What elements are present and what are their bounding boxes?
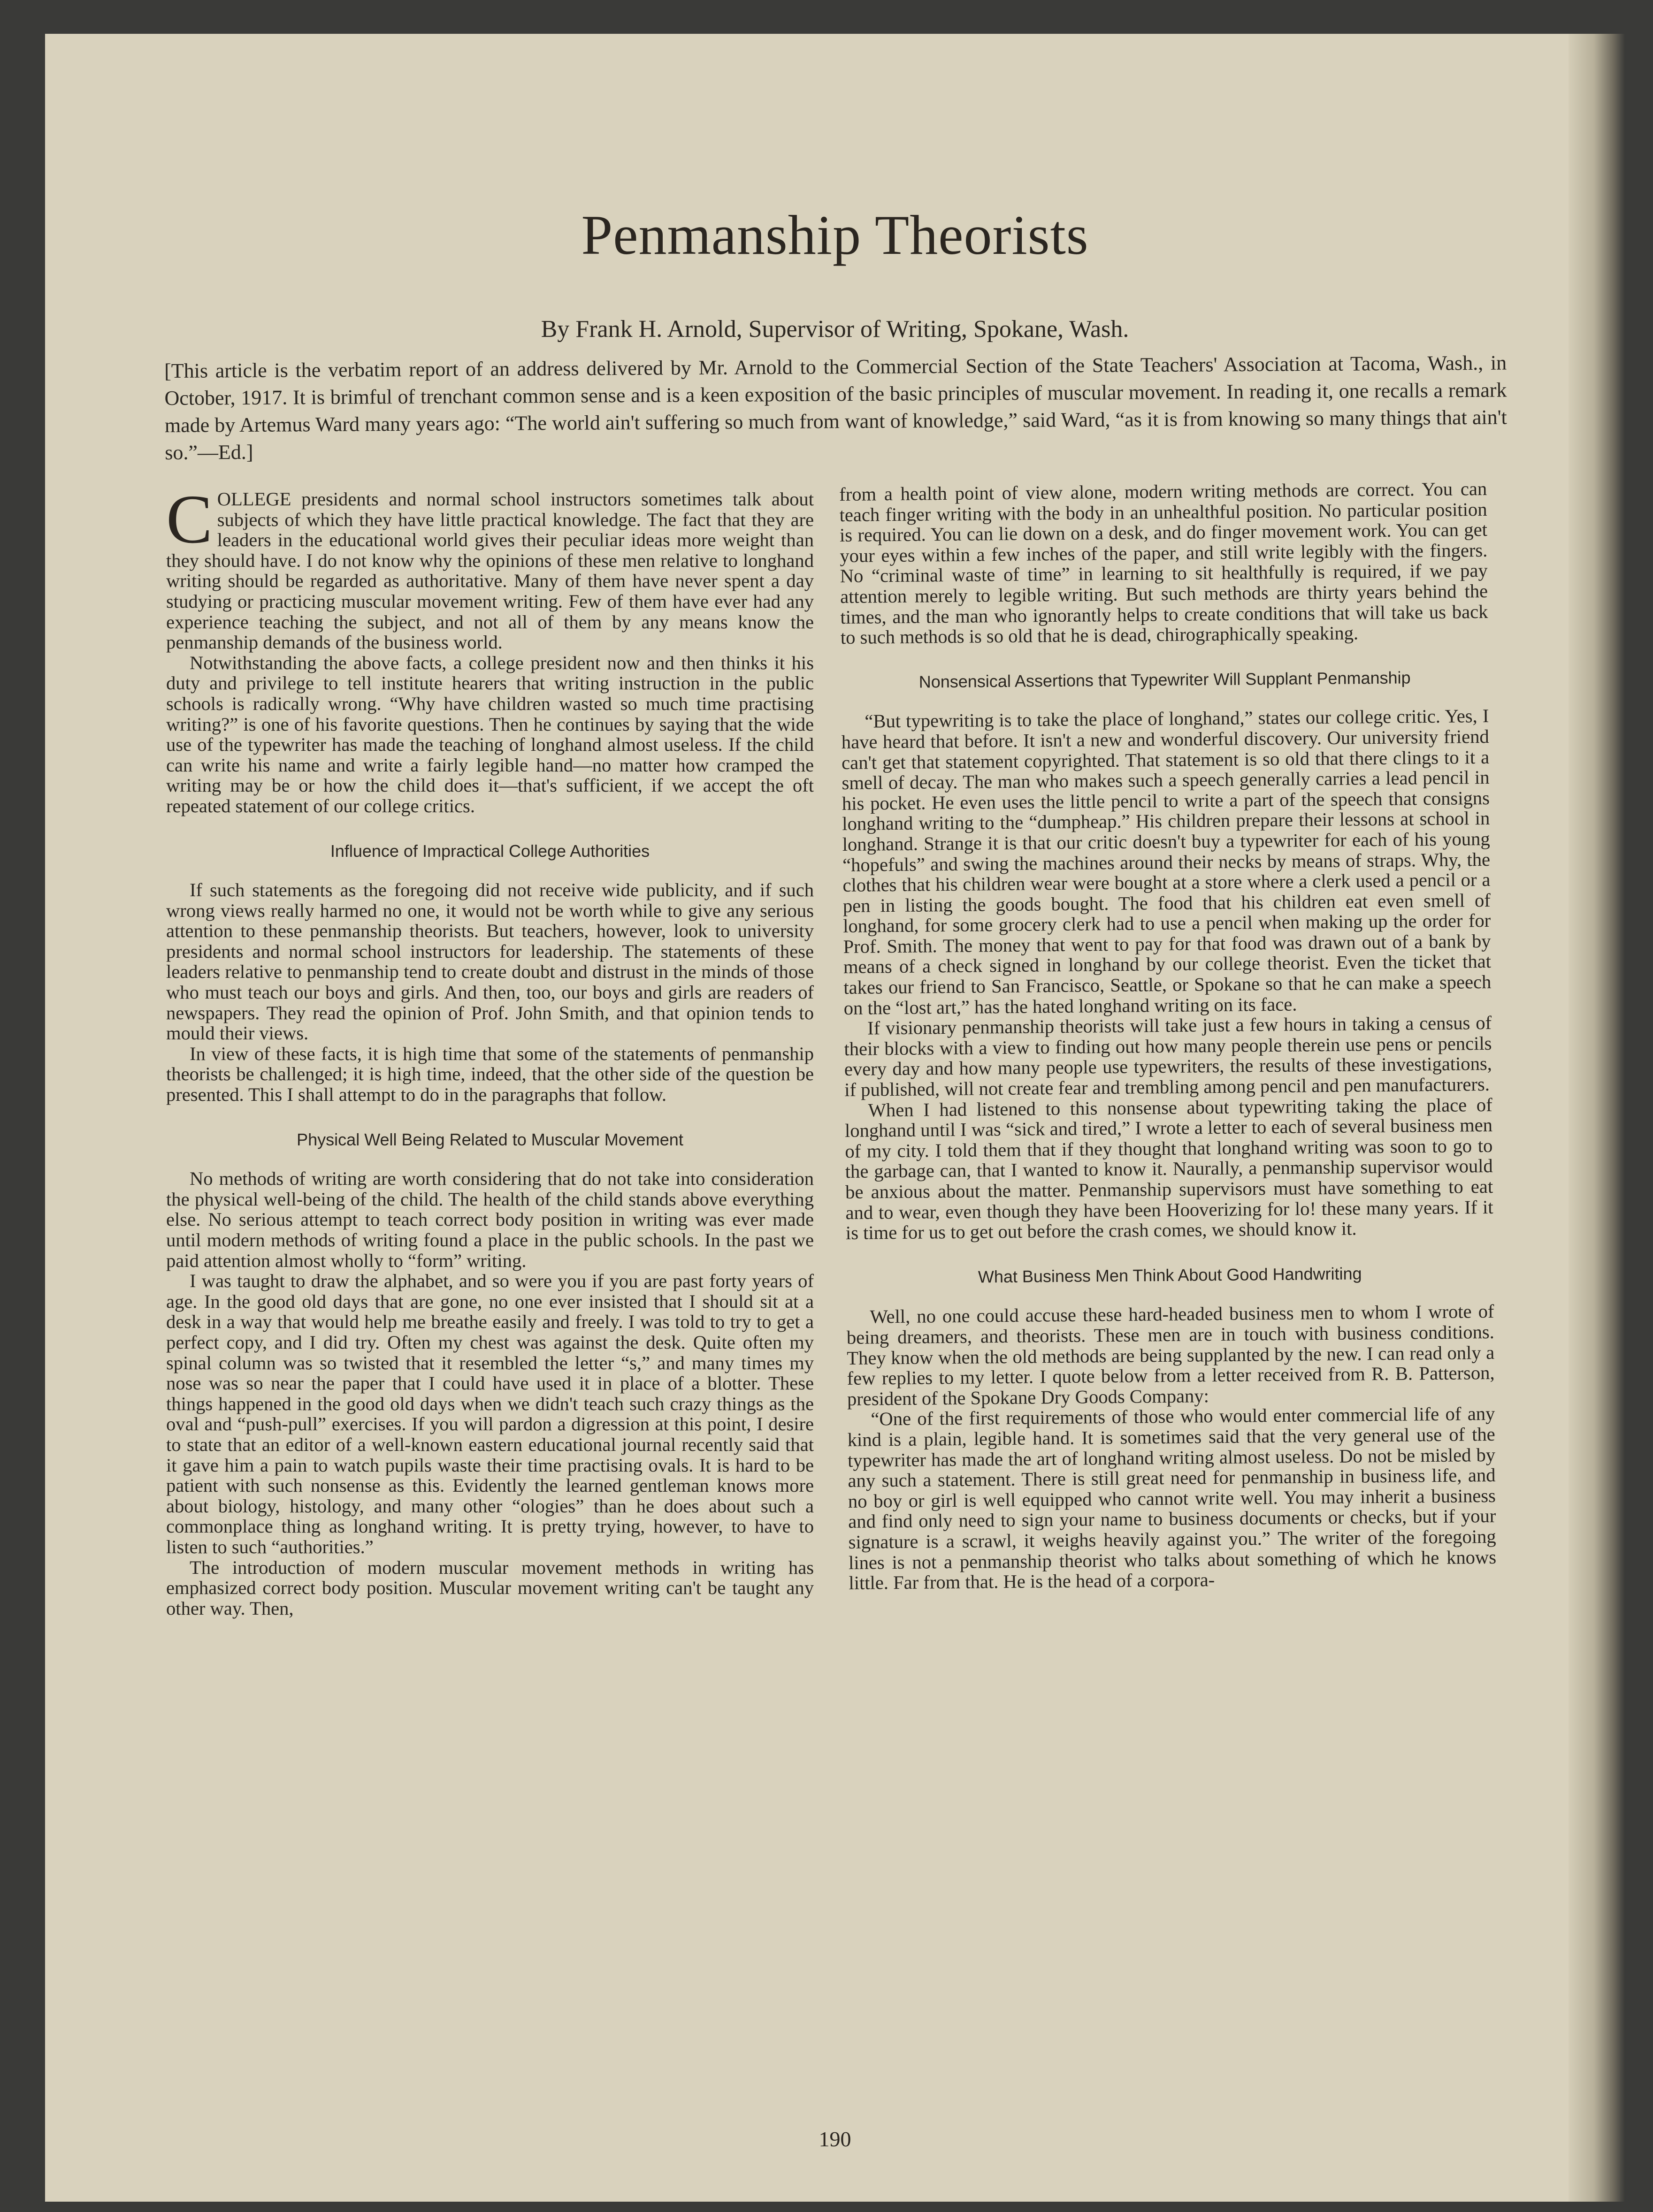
article-title: Penmanship Theorists	[581, 204, 1089, 266]
section-heading: Influence of Impractical College Authorities	[330, 841, 650, 861]
paragraph: The introduction of modern muscular movement methods in writing has emphasized correct body position. Muscular movement writing can't be taught any other way. Then,	[166, 1556, 814, 1619]
paragraph-text: OLLEGE presidents and normal school instructors sometimes talk about subjects of which they have little practical knowledge. The fact that they are leaders in the educational world gives their peculiar ideas more weight than they should have. I do not know why the opinions of these men relative to longhand writing should be regarded as authoritative. Many of them have never spent a day studying or practicing muscular movement writing. Few of them have ever had any experience teaching the subject, and not all of them by any means know the penmanship demands of the business world.	[166, 488, 814, 653]
left-column	[166, 481, 814, 1619]
paragraph: In view of these facts, it is high time that some of the statements of penmanship theorists be challenged; it is high time, indeed, that the other side of the question be presented. This I shall attempt to do in the paragraphs that follow.	[166, 1043, 814, 1106]
paragraph: Notwithstanding the above facts, a college president now and then thinks it his duty and privilege to tell institute hearers that writing instruction in the public schools is radically wrong. “Why have children wasted so much time practising writing?” is one of his favorite questions. Then he continues by saying that the wide use of the typewriter has made the teaching of longhand almost useless. If the child can write his name and write a fairly legible hand—no matter how cramped the writing may be or how the child does it—that's sufficient, if we accept the oft repeated statement of our college critics.	[166, 652, 814, 816]
right-column	[839, 479, 1497, 1594]
paragraph: I was taught to draw the alphabet, and so were you if you are past forty years of age. In the good old days that are gone, no one ever insisted that I should sit at a desk in a way that would help me breathe easily and freely. I was told to try to get a perfect copy, and I did try. Often my chest was against the desk. Quite often my spinal column was so twisted that it resembled the letter “s,” and many times my nose was so near the paper that I could have used it in place of a blotter. These things happened in the good old days when we didn't teach such crazy things as the oval and “push-pull” exercises. If you will pardon a digression at this point, I desire to state that an editor of a well-known eastern educational journal recently said that it gave him a pain to watch pupils waste their time practising ovals. It is hard to be patient with such nonsense as this. Evidently the learned gentleman knows more about biology, histology, and many other “ologies” than he does about such a commonplace thing as longhand writing. It is pretty trying, however, to have to listen to such “authorities.”	[166, 1270, 814, 1557]
binding-gutter	[1569, 34, 1625, 2202]
section-heading: Nonsensical Assertions that Typewriter Will Supplant Penmanship	[918, 668, 1411, 692]
paragraph: “But typewriting is to take the place of longhand,” states our college critic. Yes, I have heard that before. It isn't a new and wonderful discovery. Our university friend can't get that statement copyrighted. That statement is so old that there clings to it a smell of decay. The man who makes such a speech generally carries a lead pencil in his pocket. He even uses the little pencil to write a part of the speech that consigns longhand writing to the “dumpheap.” His children prepare their lessons at school in longhand. Strange it is that our critic doesn't buy a typewriter for each of his young “hopefuls” and swing the machines around their necks by means of straps. Why, the clothes that his children wear were bought at a store where a clerk used a pencil or a pen in listing the goods bought. The food that his children eat even smell of longhand, for some grocery clerk had to use a pencil when making up the order for Prof. Smith. The money that went to pay for that food was drawn out of a bank by means of a check signed in longhand by our college theorist. Even the ticket that takes our friend to San Francisco, Seattle, or Spokane so that he can make a speech on the “lost art,” has the hated longhand writing on its face.	[841, 705, 1492, 1019]
magazine-page	[45, 34, 1625, 2202]
paragraph: If visionary penmanship theorists will take just a few hours in taking a census of their blocks with a view to finding out how many people therein use pens or pencils every day and how many people use typewriters, the results of these investigations, if published, will not create fear and trembling among pencil and pen manufacturers.	[844, 1012, 1492, 1100]
paragraph: “One of the first requirements of those who would enter commercial life of any kind is a plain, legible hand. It is sometimes said that the very general use of the typewriter has made the art of longhand writing almost useless. Do not be misled by any such a statement. There is still great need for penmanship in business life, and no boy or girl is well equipped who cannot write well. You may inherit a business and find only need to sign your name to business documents or checks, but if your signature is a scrawl, it weighs heavily against you.” The writer of the foregoing lines is not a penmanship theorist who talks about something of which he knows little. Far from that. He is the head of a corpora-	[847, 1403, 1497, 1594]
paragraph: When I had listened to this nonsense about typewriting taking the place of longhand until I was “sick and tired,” I wrote a letter to each of several business men of my city. I told them that if they thought that longhand writing was soon to go to the garbage can, that I wanted to know it. Naurally, a penmanship supervisor would be anxious about the matter. Penmanship supervisors must have something to eat and to wear, even though they have been Hooverizing for lo! these many years. If it is time for us to get out before the crash comes, we should know it.	[844, 1094, 1493, 1244]
drop-cap: C	[166, 481, 213, 558]
paragraph: No methods of writing are worth considering that do not take into consideration the physical well-being of the child. The health of the child stands above everything else. No serious attempt to teach correct body position in writing was ever made until modern methods of writing found a place in the public schools. In the past we paid attention almost wholly to “form” writing.	[166, 1168, 814, 1271]
article-byline: By Frank H. Arnold, Supervisor of Writing, Spokane, Wash.	[541, 316, 1129, 343]
paragraph: If such statements as the foregoing did not receive wide publicity, and if such wrong views really harmed no one, it would not be worth while to give any serious attention to these penmanship theorists. But teachers, however, look to university presidents and normal school instructors for leadership. The statements of these leaders relative to penmanship tend to create doubt and distrust in the minds of those who must teach our boys and girls. And then, too, our boys and girls are readers of newspapers. They read the opinion of Prof. John Smith, and that opinion tends to mould their views.	[166, 879, 814, 1044]
editor-note: [This article is the verbatim report of an address delivered by Mr. Arnold to the Commercial Section of the State Teachers' Association at Tacoma, Wash., in October, 1917. It is brimful of trenchant common sense and is a keen exposition of the basic principles of muscular movement. In reading it, one recalls a remark made by Artemus Ward many years ago: “The world ain't suffering so much from want of knowledge,” said Ward, “as it is from knowing so many things that ain't so.”—Ed.]	[164, 351, 1507, 464]
paragraph: from a health point of view alone, modern writing methods are correct. You can teach finger writing with the body in an unhealthful position. No particular position is required. You can lie down on a desk, and do finger movement work. You can get your eyes within a few inches of the paper, and still write legibly with the fingers. No “criminal waste of time” in learning to sit healthfully is required, if we pay attention merely to legible writing. But such methods are thirty years behind the times, and the man who ignorantly helps to create conditions that will take us back to such methods is so old that he is dead, chirographically speaking.	[839, 478, 1488, 648]
paragraph	[166, 481, 814, 653]
section-heading: Physical Well Being Related to Muscular Movement	[297, 1129, 683, 1149]
section-heading: What Business Men Think About Good Handwriting	[978, 1264, 1362, 1287]
page-number: 190	[819, 2127, 851, 2151]
paragraph: Well, no one could accuse these hard-headed business men to whom I wrote of being dreamers, and theorists. These men are in touch with business conditions. They know when the old methods are being supplanted by the new. I can read only a few replies to my letter. I quote below from a letter received from R. B. Patterson, president of the Spokane Dry Goods Company:	[846, 1301, 1495, 1410]
